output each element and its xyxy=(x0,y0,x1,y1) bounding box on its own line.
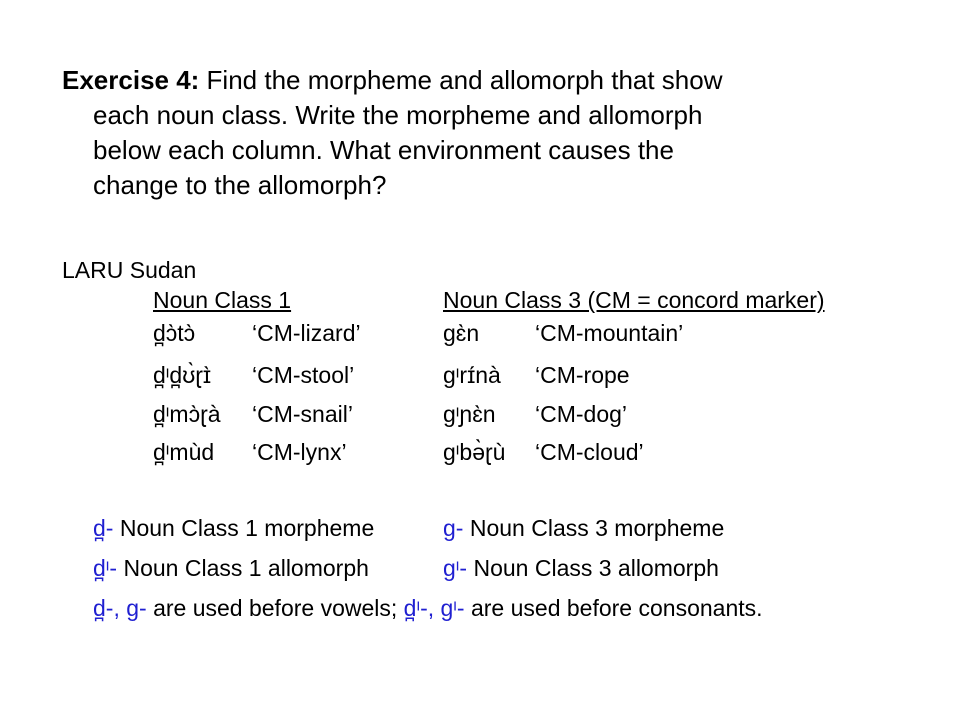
answer-class-1-allomorph xyxy=(93,553,369,583)
row-2-c1-gloss: ‘CM-stool’ xyxy=(252,362,355,388)
row-4-c1-gloss: ‘CM-lynx’ xyxy=(252,439,347,465)
row-2-c3-gloss: ‘CM-rope xyxy=(535,362,630,388)
exercise-title: Exercise 4: xyxy=(62,65,200,95)
row-3-c3-word: gᶦɲɛ̀n xyxy=(443,401,496,427)
allomorph-class-3-label: Noun Class 3 allomorph xyxy=(467,555,719,581)
answer-class-1-morpheme xyxy=(93,513,374,543)
environment-consonant-text: are used before consonants. xyxy=(464,595,763,621)
morpheme-class-1-label: Noun Class 1 morpheme xyxy=(113,515,375,541)
answer-environment xyxy=(93,593,763,623)
language-label: LARU Sudan xyxy=(62,257,197,283)
row-1-c3-gloss: ‘CM-mountain’ xyxy=(535,320,684,346)
answer-class-3-allomorph xyxy=(443,553,719,583)
row-1-c1-gloss: ‘CM-lizard’ xyxy=(252,320,361,346)
exercise-line-3: below each column. What environment causes the xyxy=(93,135,674,165)
row-4-c1-word: d̪ᶦmùd xyxy=(153,439,215,465)
environment-consonant-forms: d̪ᶦ-, gᶦ- xyxy=(403,595,465,621)
allomorph-class-3: gᶦ- xyxy=(443,555,468,581)
exercise-line-1 xyxy=(62,63,723,98)
row-3-c1-word: d̪ᶦmɔ̀ɽà xyxy=(153,401,221,427)
header-noun-class-3: Noun Class 3 (CM = concord marker) xyxy=(443,287,825,313)
row-2-c3-word: gᶦrɪ́nà xyxy=(443,362,501,388)
header-noun-class-1: Noun Class 1 xyxy=(153,287,292,313)
answer-class-3-morpheme xyxy=(443,513,724,543)
allomorph-class-1: d̪ᶦ- xyxy=(93,555,118,581)
environment-vowel-forms: d̪-, g- xyxy=(93,595,147,621)
allomorph-class-1-label: Noun Class 1 allomorph xyxy=(117,555,369,581)
exercise-line-2: each noun class. Write the morpheme and allomorph xyxy=(93,100,703,130)
row-4-c3-gloss: ‘CM-cloud’ xyxy=(535,439,644,465)
exercise-line-4: change to the allomorph? xyxy=(93,170,387,200)
row-4-c3-word: gᶦbə̀ɽù xyxy=(443,439,506,465)
environment-vowel-text: are used before vowels; xyxy=(146,595,404,621)
row-2-c1-word: d̪ᶦd̪ʊ̀ɽɪ̀ xyxy=(153,362,212,388)
row-1-c3-word: gɛ̀n xyxy=(443,320,480,346)
morpheme-class-1: d̪- xyxy=(93,515,114,541)
row-3-c3-gloss: ‘CM-dog’ xyxy=(535,401,628,427)
exercise-text-1: Find the morpheme and allomorph that show xyxy=(199,65,723,95)
morpheme-class-3-label: Noun Class 3 morpheme xyxy=(463,515,725,541)
row-1-c1-word: d̪ɔ̀tɔ̀ xyxy=(153,320,196,346)
row-3-c1-gloss: ‘CM-snail’ xyxy=(252,401,353,427)
morpheme-class-3: g- xyxy=(443,515,464,541)
